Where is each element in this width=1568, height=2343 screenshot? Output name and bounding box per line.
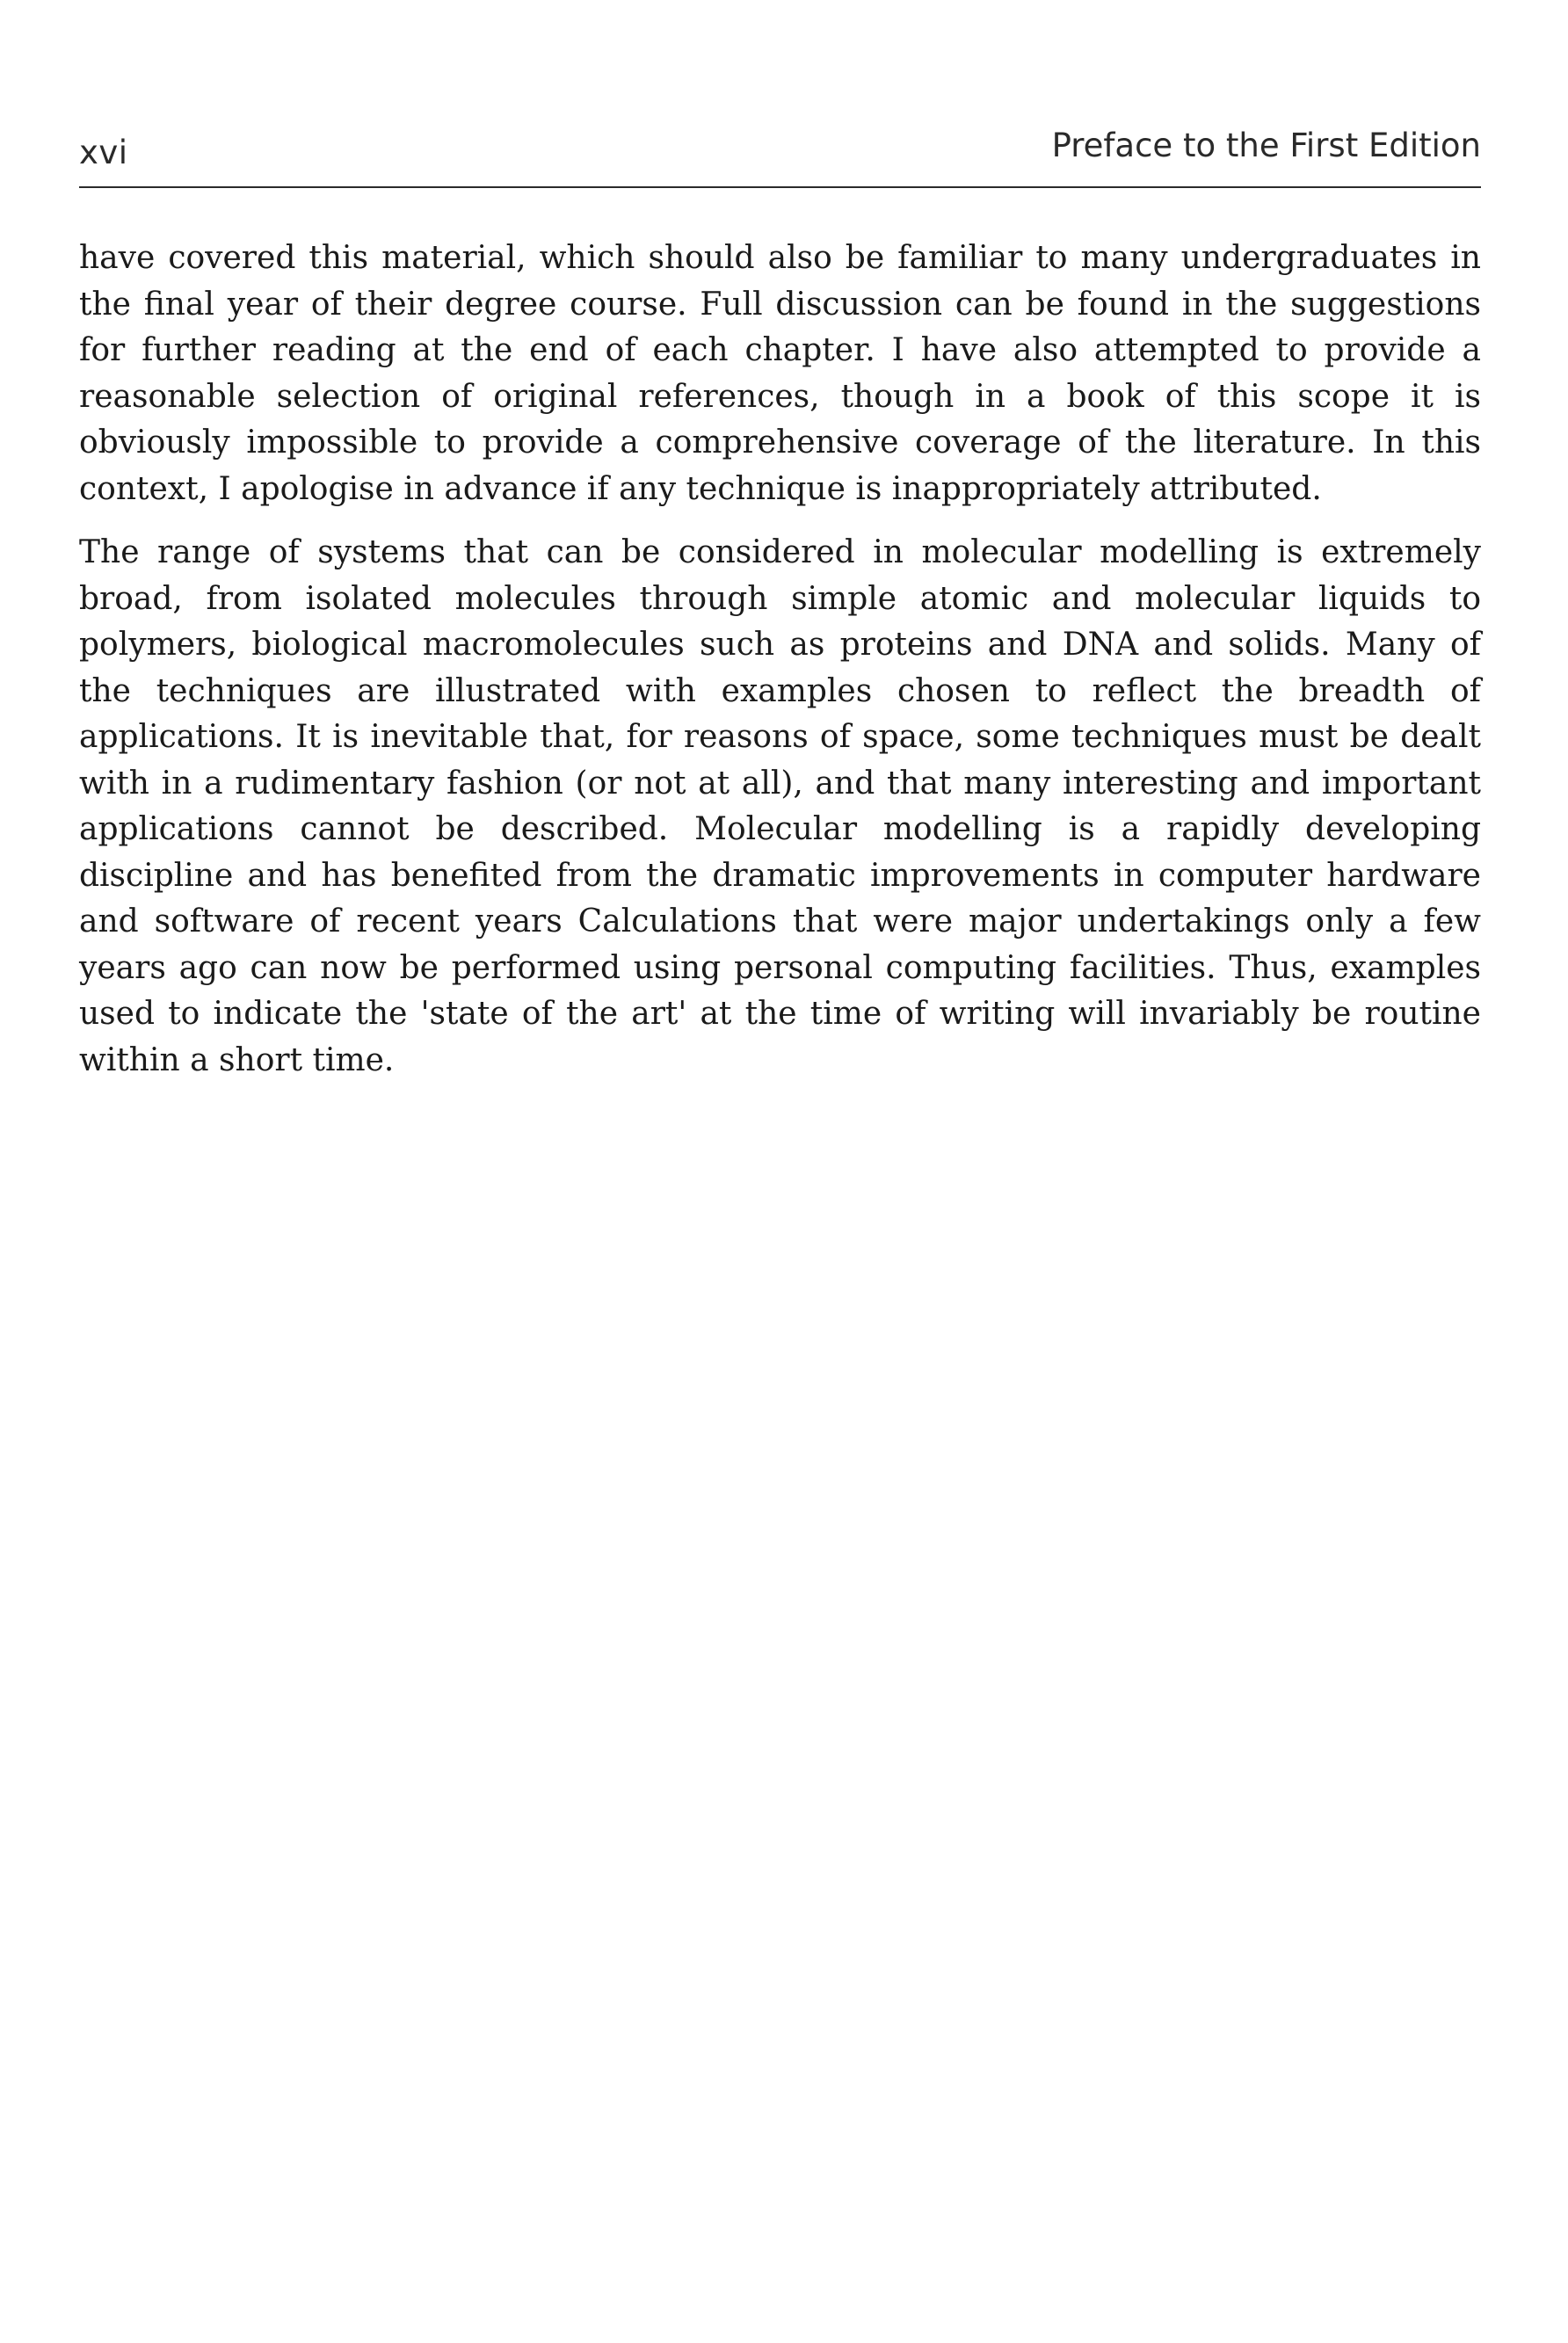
body-text — [79, 236, 1481, 1101]
running-title: Preface to the First Edition — [1051, 127, 1481, 164]
paragraph-1: have covered this material, which should also be familiar to many undergraduates in the final year of their degree course. Full discussion can be found in the suggestions for further reading at the end of each chapter. I have also attempted to provide a reasonable selection of original references, though in a book of this scope it is obviously impossible to provide a comprehensive coverage of the literature. In this context, I apologise in advance if any technique is inappropriately attributed. — [79, 240, 1481, 507]
paragraph-2: The range of systems that can be considered in molecular modelling is extremely broad, from isolated molecules through simple atomic and molecular liquids to polymers, biological macromolecules such as proteins and DNA and solids. Many of the techniques are illustrated with examples chosen to reflect the breadth of applications. It is inevitable that, for reasons of space, some techniques must be dealt with in a rudimentary fashion (or not at all), and that many interesting and important applications cannot be described. Molecular modelling is a rapidly developing discipline and has benefited from the dramatic improvements in computer hardware and software of recent years Calculations that were major undertakings only a few years ago can now be performed using personal computing facilities. Thus, examples used to indicate the 'state of the art' at the time of writing will invariably be routine within a short time. — [79, 534, 1481, 1078]
page-number: xvi — [79, 134, 128, 171]
running-header — [79, 121, 1481, 188]
